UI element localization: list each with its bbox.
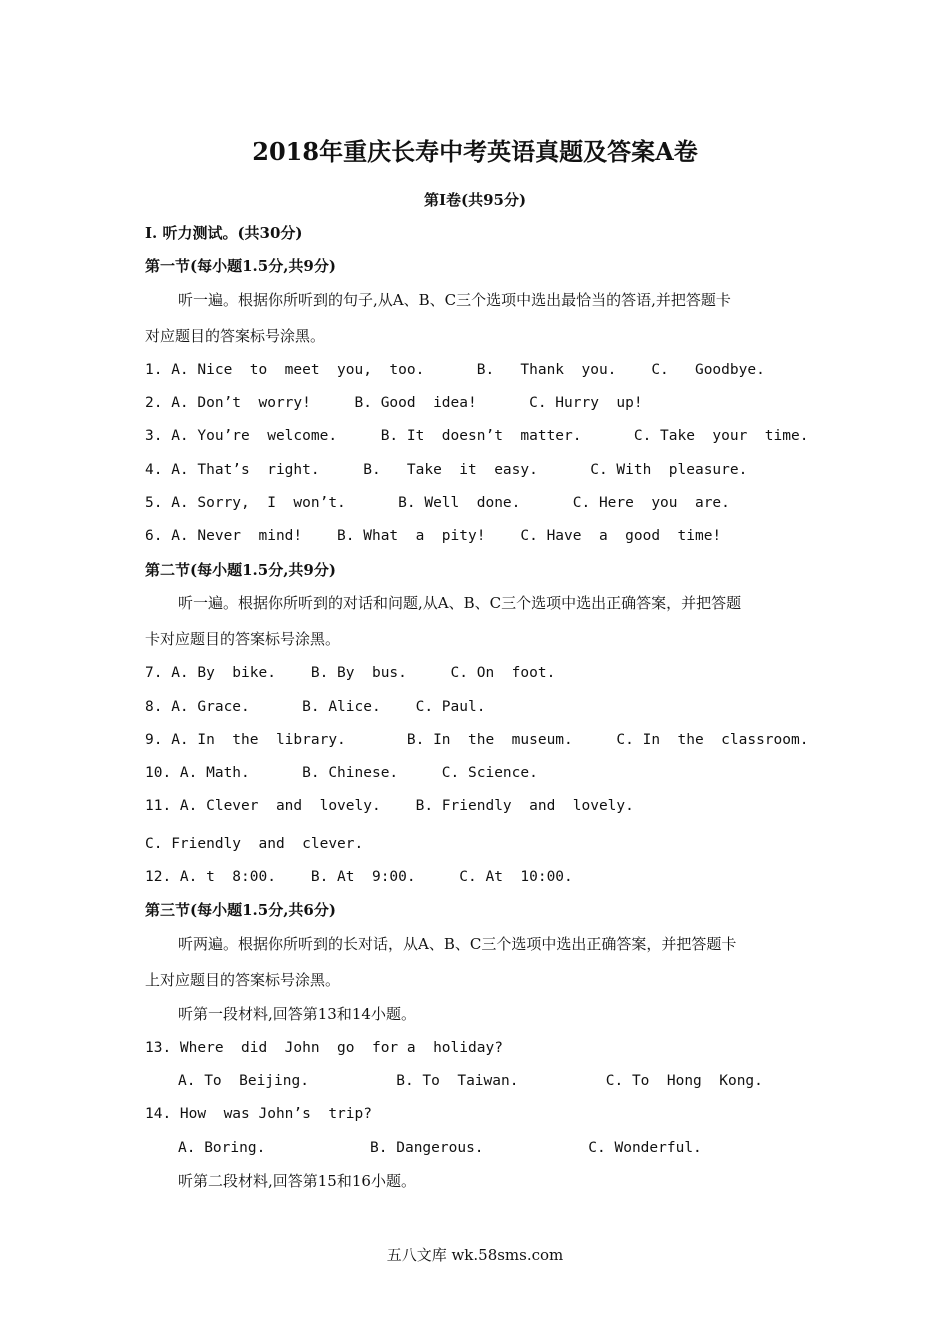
footer-watermark: 五八文库 wk.58sms.com: [386, 1246, 564, 1264]
question-7: 7. A. By bike. B. By bus. C. On foot.: [145, 665, 556, 681]
subsection-2-instruction-cont: 卡对应题目的答案标号涂黑。: [145, 630, 341, 648]
material-2-note: 听第二段材料,回答第15和16小题。: [178, 1172, 416, 1190]
question-9: 9. A. In the library. B. In the museum. C. In the classroom.: [145, 732, 809, 748]
question-11-option-c: C. Friendly and clever.: [145, 836, 364, 852]
question-12: 12. A. t 8:00. B. At 9:00. C. At 10:00.: [145, 869, 573, 885]
part-title: 第Ⅰ卷(共95分): [423, 191, 527, 209]
subsection-1-instruction: 听一遍。根据你所听到的句子,从A、B、C三个选项中选出最恰当的答语,并把答题卡: [178, 291, 731, 309]
subsection-2-heading: 第二节(每小题1.5分,共9分): [145, 561, 336, 579]
question-2: 2. A. Don’t worry! B. Good idea! C. Hurry up!: [145, 395, 643, 411]
question-10: 10. A. Math. B. Chinese. C. Science.: [145, 765, 538, 781]
question-5: 5. A. Sorry, I won’t. B. Well done. C. Here you are.: [145, 495, 730, 511]
subsection-3-instruction-cont: 上对应题目的答案标号涂黑。: [145, 971, 341, 989]
subsection-3-instruction: 听两遍。根据你所听到的长对话，从A、B、C三个选项中选出正确答案，并把答题卡: [178, 935, 737, 953]
subsection-3-heading: 第三节(每小题1.5分,共6分): [145, 901, 336, 919]
question-14: 14. How was John’s trip?: [145, 1106, 372, 1122]
question-13-options: A. To Beijing. B. To Taiwan. C. To Hong Kong.: [178, 1073, 763, 1089]
material-1-note: 听第一段材料,回答第13和14小题。: [178, 1005, 416, 1023]
subsection-1-instruction-cont: 对应题目的答案标号涂黑。: [145, 327, 326, 345]
question-4: 4. A. That’s right. B. Take it easy. C. With pleasure.: [145, 462, 748, 478]
subsection-2-instruction: 听一遍。根据你所听到的对话和问题,从A、B、C三个选项中选出正确答案，并把答题: [178, 594, 742, 612]
question-3: 3. A. You’re welcome. B. It doesn’t matter. C. Take your time.: [145, 428, 809, 444]
question-1: 1. A. Nice to meet you, too. B. Thank you. C. Goodbye.: [145, 362, 765, 378]
section-heading-listening: Ⅰ. 听力测试。(共30分): [145, 224, 303, 242]
subsection-1-heading: 第一节(每小题1.5分,共9分): [145, 257, 336, 275]
question-8: 8. A. Grace. B. Alice. C. Paul.: [145, 699, 486, 715]
question-11: 11. A. Clever and lovely. B. Friendly and lovely.: [145, 798, 634, 814]
question-14-options: A. Boring. B. Dangerous. C. Wonderful.: [178, 1140, 702, 1156]
question-6: 6. A. Never mind! B. What a pity! C. Have a good time!: [145, 528, 722, 544]
document-title: 2018年重庆长寿中考英语真题及答案A卷: [252, 137, 698, 166]
question-13: 13. Where did John go for a holiday?: [145, 1040, 503, 1056]
